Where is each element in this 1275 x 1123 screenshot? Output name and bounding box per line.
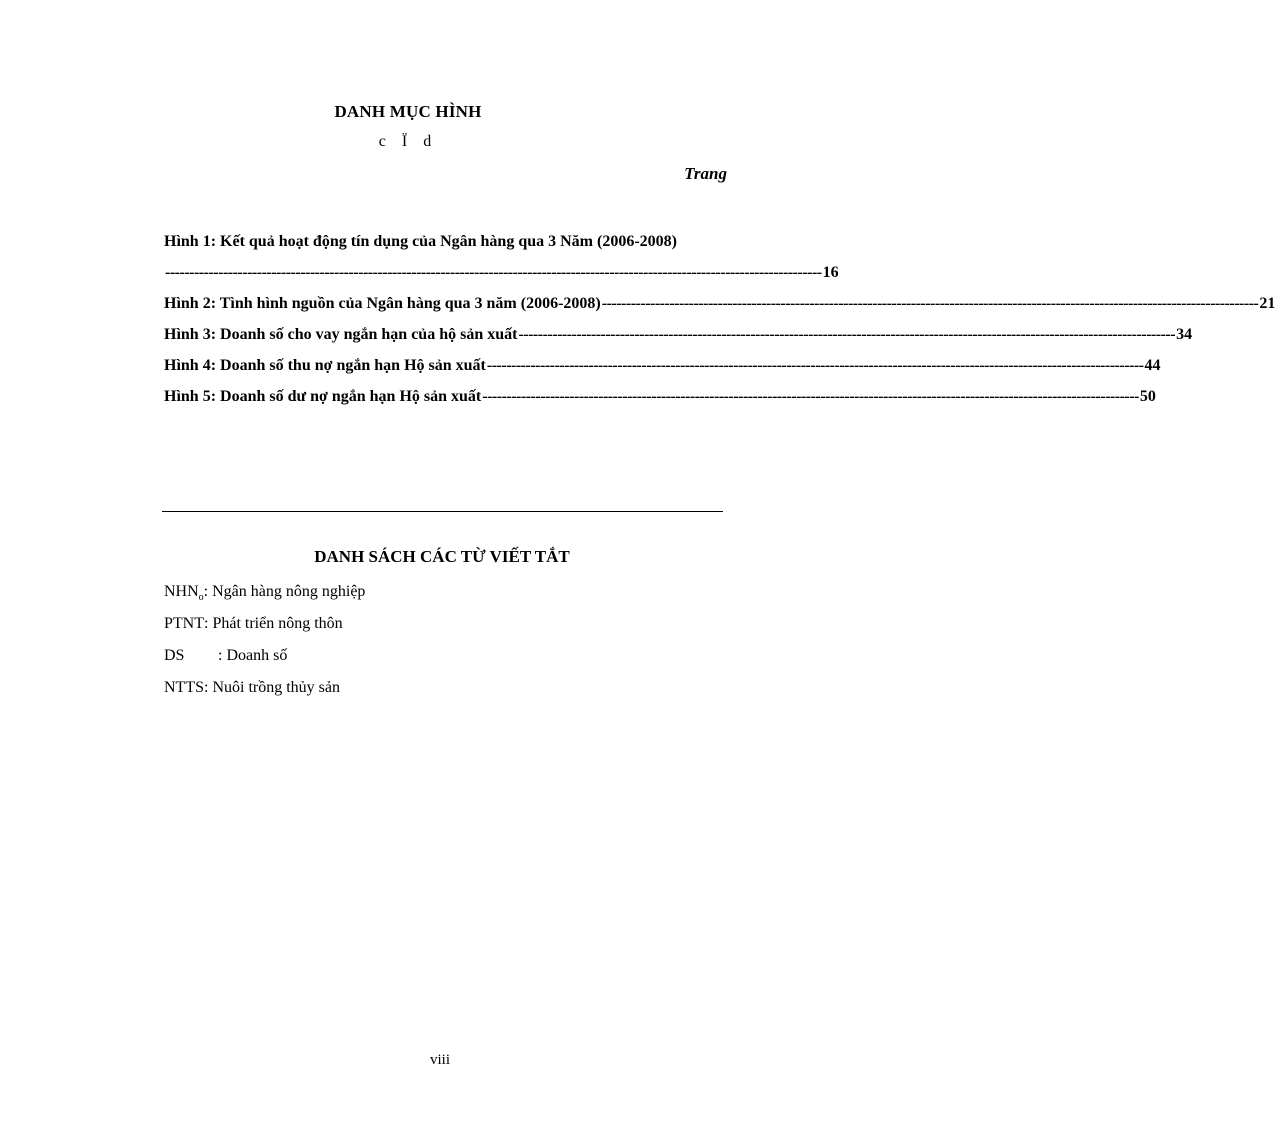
figure-entry-label: Hình 1: Kết quả hoạt động tín dụng của Ngân hàng qua 3 Năm (2006-2008) [164,233,677,250]
figure-entry-3[interactable] [164,319,1193,350]
abbreviation-item [164,672,365,704]
abbreviations-title: DANH SÁCH CÁC TỪ VIẾT TẮT [314,547,570,566]
abbreviation-separator: : [203,583,209,600]
abbreviation-key: $NHN_o$ [164,583,204,604]
section-divider [162,511,723,512]
dot-leader: ---------------------------------------------------------------------------------------------------------------------------------------- [601,295,1259,312]
page-column-label: Trang [684,164,727,183]
figure-entry-label: Hình 2: Tình hình nguồn của Ngân hàng qua 3 năm (2006-2008) [164,295,601,312]
abbreviation-value: Nuôi trồng thủy sản [208,679,340,696]
figure-entry-2[interactable] [164,288,1275,319]
figure-entry-label: Hình 3: Doanh số cho vay ngắn hạn của hộ sản xuất [164,326,518,343]
dot-leader: ---------------------------------------------------------------------------------------------------------------------------------------- [518,326,1176,343]
abbreviation-value: Doanh số [222,647,288,664]
figure-list-title: DANH MỤC HÌNH [334,102,482,121]
abbreviation-value: Ngân hàng nông nghiệp [208,583,366,600]
figure-entry-page: 50 [1139,388,1156,405]
figure-entry-page: 21 [1259,295,1275,312]
figure-entry-1-continuation [164,257,839,288]
figure-entry-1[interactable] [164,226,728,257]
abbreviation-key: PTNT [164,615,204,632]
abbreviation-separator: : [204,679,209,696]
abbreviation-item [164,640,365,672]
dot-leader: ---------------------------------------------------------------------------------------------------------------------------------------- [165,264,822,281]
abbreviation-key-subscript: o [198,592,204,604]
abbreviation-value: Phát triển nông thôn [208,615,343,632]
figure-entry-5[interactable] [164,381,1156,412]
ornament-divider: c Ï d [378,133,438,150]
abbreviation-key: NTTS [164,679,204,696]
abbreviation-item [164,576,365,608]
dot-leader: ---------------------------------------------------------------------------------------------------------------------------------------- [482,388,1139,405]
abbreviation-separator: : [218,647,223,664]
figure-list [164,226,1275,412]
figure-entry-page: 44 [1144,357,1161,374]
dot-leader: ---------------------------------------------------------------------------------------------------------------------------------------- [486,357,1144,374]
abbreviation-key: DS [164,647,185,664]
abbreviation-item [164,608,365,640]
figure-entry-label: Hình 5: Doanh số dư nợ ngắn hạn Hộ sản xuất [164,388,482,405]
figure-entry-page: 34 [1176,326,1193,343]
page-number: viii [429,1052,450,1068]
figure-entry-4[interactable] [164,350,1161,381]
figure-entry-label: Hình 4: Doanh số thu nợ ngắn hạn Hộ sản xuất [164,357,486,374]
abbreviation-separator: : [204,615,209,632]
abbreviation-list [164,576,365,704]
figure-entry-page: 16 [822,264,839,281]
